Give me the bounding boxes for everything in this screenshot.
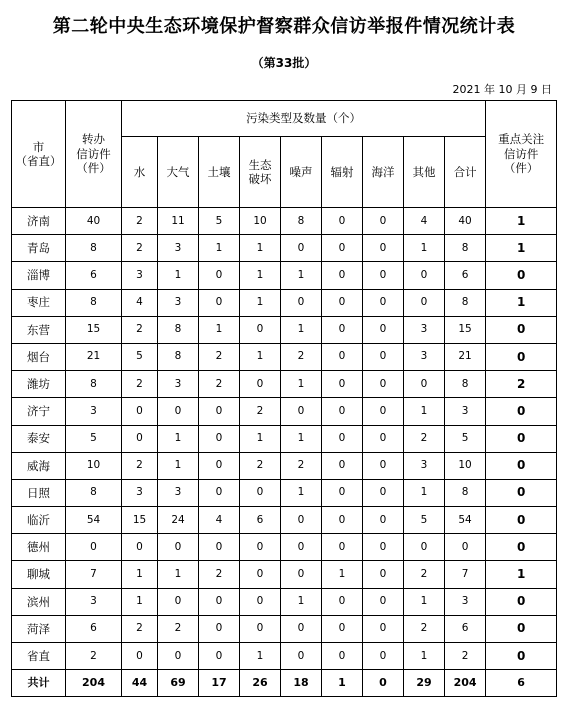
value-cell: 0 bbox=[363, 615, 404, 642]
value-cell: 6 bbox=[445, 615, 486, 642]
key-cases-cell: 0 bbox=[486, 507, 557, 534]
table-row bbox=[12, 235, 557, 262]
value-cell: 3 bbox=[404, 343, 445, 370]
key-cases-cell: 1 bbox=[486, 561, 557, 588]
value-cell: 21 bbox=[66, 343, 122, 370]
key-cases-cell: 0 bbox=[486, 316, 557, 343]
value-cell: 0 bbox=[404, 262, 445, 289]
value-cell: 0 bbox=[363, 425, 404, 452]
value-cell: 1 bbox=[158, 262, 199, 289]
header-type-2: 土壤 bbox=[199, 137, 240, 208]
value-cell: 1 bbox=[240, 643, 281, 670]
value-cell: 10 bbox=[445, 452, 486, 479]
city-cell: 济宁 bbox=[12, 398, 66, 425]
value-cell: 8 bbox=[158, 316, 199, 343]
header-type-8: 合计 bbox=[445, 137, 486, 208]
value-cell: 2 bbox=[122, 371, 158, 398]
value-cell: 0 bbox=[199, 262, 240, 289]
value-cell: 0 bbox=[322, 507, 363, 534]
value-cell: 0 bbox=[240, 588, 281, 615]
value-cell: 204 bbox=[445, 670, 486, 697]
value-cell: 2 bbox=[404, 561, 445, 588]
key-cases-cell: 0 bbox=[486, 534, 557, 561]
value-cell: 0 bbox=[404, 534, 445, 561]
value-cell: 8 bbox=[445, 289, 486, 316]
city-cell: 烟台 bbox=[12, 343, 66, 370]
value-cell: 2 bbox=[445, 643, 486, 670]
city-cell: 聊城 bbox=[12, 561, 66, 588]
value-cell: 3 bbox=[445, 398, 486, 425]
value-cell: 5 bbox=[66, 425, 122, 452]
city-cell: 济南 bbox=[12, 208, 66, 235]
value-cell: 1 bbox=[404, 588, 445, 615]
value-cell: 1 bbox=[240, 235, 281, 262]
value-cell: 3 bbox=[404, 316, 445, 343]
table-row bbox=[12, 425, 557, 452]
value-cell: 4 bbox=[404, 208, 445, 235]
value-cell: 8 bbox=[66, 371, 122, 398]
value-cell: 2 bbox=[122, 208, 158, 235]
value-cell: 5 bbox=[404, 507, 445, 534]
value-cell: 2 bbox=[66, 643, 122, 670]
table-row bbox=[12, 371, 557, 398]
value-cell: 1 bbox=[404, 235, 445, 262]
value-cell: 0 bbox=[363, 398, 404, 425]
value-cell: 26 bbox=[240, 670, 281, 697]
table-row bbox=[12, 452, 557, 479]
value-cell: 2 bbox=[240, 452, 281, 479]
header-type-7: 其他 bbox=[404, 137, 445, 208]
value-cell: 0 bbox=[158, 534, 199, 561]
value-cell: 0 bbox=[322, 262, 363, 289]
value-cell: 69 bbox=[158, 670, 199, 697]
value-cell: 1 bbox=[199, 316, 240, 343]
value-cell: 1 bbox=[281, 371, 322, 398]
value-cell: 0 bbox=[158, 398, 199, 425]
key-cases-cell: 0 bbox=[486, 452, 557, 479]
value-cell: 0 bbox=[240, 561, 281, 588]
value-cell: 10 bbox=[66, 452, 122, 479]
value-cell: 1 bbox=[240, 343, 281, 370]
key-cases-cell: 6 bbox=[486, 670, 557, 697]
key-cases-cell: 1 bbox=[486, 289, 557, 316]
table-row bbox=[12, 479, 557, 506]
value-cell: 0 bbox=[322, 452, 363, 479]
value-cell: 0 bbox=[199, 452, 240, 479]
value-cell: 0 bbox=[322, 208, 363, 235]
value-cell: 0 bbox=[322, 615, 363, 642]
value-cell: 0 bbox=[363, 343, 404, 370]
value-cell: 0 bbox=[363, 479, 404, 506]
value-cell: 17 bbox=[199, 670, 240, 697]
value-cell: 1 bbox=[158, 452, 199, 479]
value-cell: 8 bbox=[445, 235, 486, 262]
value-cell: 40 bbox=[445, 208, 486, 235]
city-cell: 枣庄 bbox=[12, 289, 66, 316]
key-cases-cell: 0 bbox=[486, 425, 557, 452]
value-cell: 2 bbox=[199, 371, 240, 398]
value-cell: 0 bbox=[363, 561, 404, 588]
value-cell: 2 bbox=[122, 235, 158, 262]
table-row bbox=[12, 398, 557, 425]
value-cell: 7 bbox=[445, 561, 486, 588]
page-title: 第二轮中央生态环境保护督察群众信访举报件情况统计表 bbox=[52, 16, 516, 37]
city-cell: 共计 bbox=[12, 670, 66, 697]
value-cell: 2 bbox=[122, 452, 158, 479]
value-cell: 0 bbox=[158, 588, 199, 615]
value-cell: 2 bbox=[199, 561, 240, 588]
value-cell: 40 bbox=[66, 208, 122, 235]
value-cell: 1 bbox=[322, 561, 363, 588]
value-cell: 3 bbox=[66, 588, 122, 615]
value-cell: 54 bbox=[66, 507, 122, 534]
value-cell: 0 bbox=[240, 316, 281, 343]
value-cell: 0 bbox=[240, 479, 281, 506]
value-cell: 18 bbox=[281, 670, 322, 697]
value-cell: 0 bbox=[404, 289, 445, 316]
value-cell: 3 bbox=[122, 479, 158, 506]
value-cell: 15 bbox=[445, 316, 486, 343]
value-cell: 1 bbox=[122, 588, 158, 615]
value-cell: 2 bbox=[404, 615, 445, 642]
value-cell: 0 bbox=[122, 425, 158, 452]
value-cell: 5 bbox=[122, 343, 158, 370]
value-cell: 2 bbox=[158, 615, 199, 642]
value-cell: 1 bbox=[158, 561, 199, 588]
value-cell: 2 bbox=[122, 615, 158, 642]
key-cases-cell: 0 bbox=[486, 588, 557, 615]
value-cell: 0 bbox=[363, 670, 404, 697]
value-cell: 8 bbox=[281, 208, 322, 235]
value-cell: 0 bbox=[199, 479, 240, 506]
value-cell: 1 bbox=[158, 425, 199, 452]
value-cell: 5 bbox=[445, 425, 486, 452]
value-cell: 0 bbox=[363, 208, 404, 235]
value-cell: 0 bbox=[322, 588, 363, 615]
header-type-6: 海洋 bbox=[363, 137, 404, 208]
value-cell: 0 bbox=[322, 643, 363, 670]
value-cell: 0 bbox=[363, 588, 404, 615]
value-cell: 0 bbox=[281, 615, 322, 642]
value-cell: 10 bbox=[240, 208, 281, 235]
value-cell: 0 bbox=[322, 316, 363, 343]
value-cell: 1 bbox=[281, 588, 322, 615]
value-cell: 0 bbox=[322, 398, 363, 425]
value-cell: 0 bbox=[240, 534, 281, 561]
value-cell: 0 bbox=[363, 643, 404, 670]
table-row bbox=[12, 615, 557, 642]
value-cell: 0 bbox=[322, 371, 363, 398]
value-cell: 1 bbox=[281, 479, 322, 506]
key-cases-cell: 1 bbox=[486, 235, 557, 262]
value-cell: 3 bbox=[122, 262, 158, 289]
value-cell: 1 bbox=[240, 262, 281, 289]
table-row bbox=[12, 588, 557, 615]
city-cell: 威海 bbox=[12, 452, 66, 479]
value-cell: 0 bbox=[199, 289, 240, 316]
table-row bbox=[12, 643, 557, 670]
value-cell: 15 bbox=[66, 316, 122, 343]
value-cell: 3 bbox=[158, 235, 199, 262]
key-cases-cell: 1 bbox=[486, 208, 557, 235]
value-cell: 0 bbox=[363, 371, 404, 398]
city-cell: 菏泽 bbox=[12, 615, 66, 642]
value-cell: 24 bbox=[158, 507, 199, 534]
value-cell: 1 bbox=[199, 235, 240, 262]
value-cell: 8 bbox=[445, 479, 486, 506]
value-cell: 3 bbox=[445, 588, 486, 615]
value-cell: 0 bbox=[363, 262, 404, 289]
value-cell: 0 bbox=[322, 289, 363, 316]
value-cell: 2 bbox=[199, 343, 240, 370]
value-cell: 3 bbox=[158, 289, 199, 316]
table-row bbox=[12, 561, 557, 588]
value-cell: 4 bbox=[199, 507, 240, 534]
key-cases-cell: 0 bbox=[486, 343, 557, 370]
value-cell: 0 bbox=[240, 615, 281, 642]
table-row bbox=[12, 343, 557, 370]
value-cell: 4 bbox=[122, 289, 158, 316]
value-cell: 3 bbox=[404, 452, 445, 479]
key-cases-cell: 0 bbox=[486, 262, 557, 289]
header-type-0: 水 bbox=[122, 137, 158, 208]
key-cases-cell: 0 bbox=[486, 479, 557, 506]
table-row bbox=[12, 316, 557, 343]
city-cell: 青岛 bbox=[12, 235, 66, 262]
value-cell: 0 bbox=[322, 235, 363, 262]
value-cell: 0 bbox=[404, 371, 445, 398]
value-cell: 1 bbox=[240, 425, 281, 452]
value-cell: 0 bbox=[122, 643, 158, 670]
city-cell: 潍坊 bbox=[12, 371, 66, 398]
city-cell: 日照 bbox=[12, 479, 66, 506]
value-cell: 204 bbox=[66, 670, 122, 697]
value-cell: 0 bbox=[199, 534, 240, 561]
value-cell: 0 bbox=[240, 371, 281, 398]
value-cell: 0 bbox=[281, 507, 322, 534]
value-cell: 54 bbox=[445, 507, 486, 534]
value-cell: 0 bbox=[363, 452, 404, 479]
total-row bbox=[12, 670, 557, 697]
value-cell: 0 bbox=[281, 561, 322, 588]
value-cell: 8 bbox=[66, 289, 122, 316]
value-cell: 29 bbox=[404, 670, 445, 697]
value-cell: 0 bbox=[199, 643, 240, 670]
value-cell: 21 bbox=[445, 343, 486, 370]
value-cell: 1 bbox=[281, 425, 322, 452]
table-row bbox=[12, 507, 557, 534]
header-transferred: 转办 信访件 （件） bbox=[66, 101, 122, 208]
table-row bbox=[12, 289, 557, 316]
value-cell: 0 bbox=[199, 398, 240, 425]
value-cell: 6 bbox=[66, 262, 122, 289]
city-cell: 临沂 bbox=[12, 507, 66, 534]
header-city: 市 （省直） bbox=[12, 101, 66, 208]
value-cell: 44 bbox=[122, 670, 158, 697]
value-cell: 2 bbox=[281, 343, 322, 370]
value-cell: 0 bbox=[199, 615, 240, 642]
value-cell: 8 bbox=[66, 479, 122, 506]
value-cell: 2 bbox=[240, 398, 281, 425]
city-cell: 滨州 bbox=[12, 588, 66, 615]
table-row bbox=[12, 534, 557, 561]
value-cell: 11 bbox=[158, 208, 199, 235]
value-cell: 6 bbox=[66, 615, 122, 642]
value-cell: 3 bbox=[66, 398, 122, 425]
key-cases-cell: 2 bbox=[486, 371, 557, 398]
value-cell: 2 bbox=[122, 316, 158, 343]
value-cell: 0 bbox=[158, 643, 199, 670]
city-cell: 德州 bbox=[12, 534, 66, 561]
value-cell: 8 bbox=[158, 343, 199, 370]
value-cell: 0 bbox=[281, 643, 322, 670]
value-cell: 1 bbox=[322, 670, 363, 697]
value-cell: 3 bbox=[158, 371, 199, 398]
city-cell: 淄博 bbox=[12, 262, 66, 289]
value-cell: 3 bbox=[158, 479, 199, 506]
value-cell: 8 bbox=[445, 371, 486, 398]
header-type-5: 辐射 bbox=[322, 137, 363, 208]
value-cell: 1 bbox=[404, 398, 445, 425]
value-cell: 0 bbox=[445, 534, 486, 561]
value-cell: 0 bbox=[281, 534, 322, 561]
city-cell: 省直 bbox=[12, 643, 66, 670]
value-cell: 0 bbox=[363, 316, 404, 343]
value-cell: 0 bbox=[281, 289, 322, 316]
value-cell: 1 bbox=[281, 316, 322, 343]
value-cell: 0 bbox=[281, 235, 322, 262]
value-cell: 0 bbox=[122, 534, 158, 561]
value-cell: 0 bbox=[322, 425, 363, 452]
header-key-cases: 重点关注 信访件 （件） bbox=[486, 101, 557, 208]
city-cell: 东营 bbox=[12, 316, 66, 343]
value-cell: 6 bbox=[445, 262, 486, 289]
header-type-3: 生态 破坏 bbox=[240, 137, 281, 208]
value-cell: 2 bbox=[404, 425, 445, 452]
key-cases-cell: 0 bbox=[486, 643, 557, 670]
key-cases-cell: 0 bbox=[486, 615, 557, 642]
value-cell: 8 bbox=[66, 235, 122, 262]
value-cell: 0 bbox=[322, 479, 363, 506]
value-cell: 0 bbox=[363, 534, 404, 561]
key-cases-cell: 0 bbox=[486, 398, 557, 425]
value-cell: 0 bbox=[66, 534, 122, 561]
value-cell: 0 bbox=[363, 507, 404, 534]
value-cell: 0 bbox=[281, 398, 322, 425]
value-cell: 6 bbox=[240, 507, 281, 534]
value-cell: 1 bbox=[122, 561, 158, 588]
table-row bbox=[12, 208, 557, 235]
value-cell: 5 bbox=[199, 208, 240, 235]
value-cell: 0 bbox=[199, 588, 240, 615]
value-cell: 0 bbox=[199, 425, 240, 452]
value-cell: 7 bbox=[66, 561, 122, 588]
header-type-1: 大气 bbox=[158, 137, 199, 208]
header-type-4: 噪声 bbox=[281, 137, 322, 208]
value-cell: 0 bbox=[322, 343, 363, 370]
value-cell: 15 bbox=[122, 507, 158, 534]
value-cell: 2 bbox=[281, 452, 322, 479]
header-pollution-group: 污染类型及数量（个） bbox=[122, 101, 486, 137]
value-cell: 0 bbox=[363, 235, 404, 262]
value-cell: 0 bbox=[322, 534, 363, 561]
value-cell: 1 bbox=[240, 289, 281, 316]
city-cell: 泰安 bbox=[12, 425, 66, 452]
value-cell: 1 bbox=[404, 479, 445, 506]
batch-number: （第33批） bbox=[251, 56, 317, 70]
statistics-table bbox=[11, 100, 557, 697]
report-date: 2021 年 10 月 9 日 bbox=[452, 83, 552, 96]
value-cell: 0 bbox=[363, 289, 404, 316]
value-cell: 1 bbox=[404, 643, 445, 670]
value-cell: 1 bbox=[281, 262, 322, 289]
value-cell: 0 bbox=[122, 398, 158, 425]
table-row bbox=[12, 262, 557, 289]
